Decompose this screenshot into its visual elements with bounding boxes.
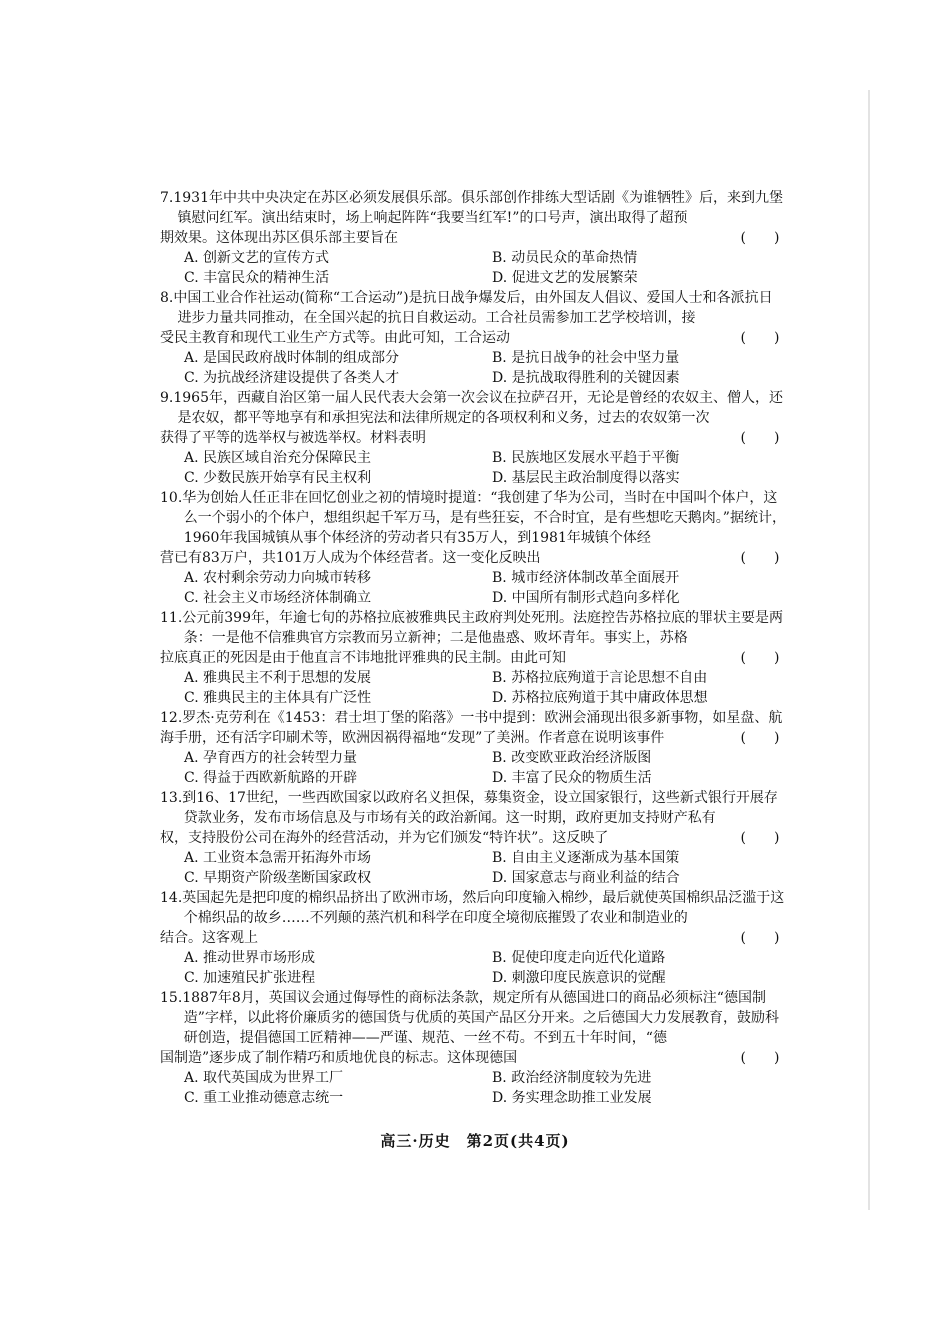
question-text-end: 拉底真正的死因是由于他直言不讳地批评雅典的民主制。由此可知 bbox=[160, 650, 566, 666]
option-c: C. 少数民族开始享有民主权利 bbox=[184, 470, 372, 486]
question-number: 7. bbox=[160, 190, 174, 206]
question-stem bbox=[160, 188, 786, 248]
question-text: 华为创始人任正非在回忆创业之初的情境时提道：“我创建了华为公司，当时在中国叫个体户，这么一个弱小的个体户，想组织起千军万马，是有些狂妄，不合时宜，是有些想吃天鹅肉。”据统计，1960年我国城镇从事个体经济的劳动者只有35万人，到1981年城镇个体经 bbox=[182, 490, 786, 546]
question-text: 罗杰·克劳利在《1453：君士坦丁堡的陷落》一书中提到：欧洲会涌现出很多新事物，如星盘、航 bbox=[182, 710, 783, 726]
option-c: C. 为抗战经济建设提供了各类人才 bbox=[184, 370, 400, 386]
question-9 bbox=[160, 388, 786, 488]
option-d: D. 刺激印度民族意识的觉醒 bbox=[492, 970, 666, 986]
option-b: B. 苏格拉底殉道于言论思想不自由 bbox=[492, 670, 708, 686]
question-stem bbox=[160, 388, 786, 448]
options bbox=[160, 248, 786, 288]
question-stem bbox=[160, 788, 786, 848]
options bbox=[160, 668, 786, 708]
question-number: 9. bbox=[160, 390, 174, 406]
answer-blank: ( ) bbox=[740, 230, 780, 246]
option-d: D. 国家意志与商业利益的结合 bbox=[492, 870, 680, 886]
option-d: D. 促进文艺的发展繁荣 bbox=[492, 270, 638, 286]
page-footer: 高三·历史 第2页(共4页) bbox=[380, 1132, 570, 1150]
answer-blank: ( ) bbox=[740, 830, 780, 846]
option-b: B. 改变欧亚政治经济版图 bbox=[492, 750, 652, 766]
answer-blank: ( ) bbox=[740, 650, 780, 666]
options bbox=[160, 1068, 786, 1108]
question-text: 英国起先是把印度的棉织品挤出了欧洲市场，然后向印度输入棉纱，最后就使英国棉织品泛滥于这个棉织品的故乡……不列颠的蒸汽机和科学在印度全境彻底摧毁了农业和制造业的 bbox=[182, 890, 785, 926]
question-text: 公元前399年，年逾七旬的苏格拉底被雅典民主政府判处死刑。法庭控告苏格拉底的罪状主要是两条：一是他不信雅典官方宗教而另立新神；二是他蛊惑、败坏青年。事实上，苏格 bbox=[182, 610, 783, 646]
question-text-end: 结合。这客观上 bbox=[160, 930, 258, 946]
option-d: D. 中国所有制形式趋向多样化 bbox=[492, 590, 680, 606]
answer-blank: ( ) bbox=[740, 550, 780, 566]
options bbox=[160, 748, 786, 788]
question-stem bbox=[160, 488, 786, 568]
option-c: C. 早期资产阶级垄断国家政权 bbox=[184, 870, 372, 886]
option-c: C. 雅典民主的主体具有广泛性 bbox=[184, 690, 372, 706]
question-text: 1931年中共中央决定在苏区必须发展俱乐部。俱乐部创作排练大型话剧《为谁牺牲》后，来到九堡镇慰问红军。演出结束时，场上响起阵阵“我要当红军!”的口号声，演出取得了超预 bbox=[173, 190, 783, 226]
question-7 bbox=[160, 188, 786, 288]
options bbox=[160, 448, 786, 488]
answer-blank: ( ) bbox=[740, 1050, 780, 1066]
question-stem bbox=[160, 988, 786, 1068]
option-b: B. 动员民众的革命热情 bbox=[492, 250, 638, 266]
answer-blank: ( ) bbox=[740, 330, 780, 346]
option-c: C. 社会主义市场经济体制确立 bbox=[184, 590, 372, 606]
option-c: C. 加速殖民扩张进程 bbox=[184, 970, 316, 986]
question-stem bbox=[160, 708, 786, 748]
options bbox=[160, 568, 786, 608]
question-list bbox=[160, 188, 786, 1108]
question-text-end: 权，支持股份公司在海外的经营活动，并为它们颁发“特许状”。这反映了 bbox=[160, 830, 609, 846]
option-a: A. 创新文艺的宣传方式 bbox=[184, 250, 330, 266]
option-d: D. 苏格拉底殉道于其中庸政体思想 bbox=[492, 690, 708, 706]
option-d: D. 基层民主政治制度得以落实 bbox=[492, 470, 680, 486]
question-number: 12. bbox=[160, 710, 183, 726]
option-b: B. 是抗日战争的社会中坚力量 bbox=[492, 350, 680, 366]
answer-blank: ( ) bbox=[740, 930, 780, 946]
question-number: 11. bbox=[160, 610, 183, 626]
options bbox=[160, 948, 786, 988]
option-a: A. 雅典民主不利于思想的发展 bbox=[184, 670, 372, 686]
question-number: 10. bbox=[160, 490, 183, 506]
question-text: 中国工业合作社运动(简称“工合运动”)是抗日战争爆发后，由外国友人倡议、爱国人士和各派抗日进步力量共同推动，在全国兴起的抗日自救运动。工合社员需参加工艺学校培训，接 bbox=[173, 290, 773, 326]
option-a: A. 是国民政府战时体制的组成部分 bbox=[184, 350, 400, 366]
option-b: B. 自由主义逐渐成为基本国策 bbox=[492, 850, 680, 866]
question-text-end: 期效果。这体现出苏区俱乐部主要旨在 bbox=[160, 230, 398, 246]
question-text: 到16、17世纪，一些西欧国家以政府名义担保，募集资金，设立国家银行，这些新式银行开展存贷款业务，发布市场信息及与市场有关的政治新闻。这一时期，政府更加支持财产私有 bbox=[182, 790, 778, 826]
option-b: B. 民族地区发展水平趋于平衡 bbox=[492, 450, 680, 466]
options bbox=[160, 348, 786, 388]
question-stem bbox=[160, 608, 786, 668]
option-d: D. 丰富了民众的物质生活 bbox=[492, 770, 652, 786]
question-12 bbox=[160, 708, 786, 788]
option-c: C. 丰富民众的精神生活 bbox=[184, 270, 330, 286]
question-10 bbox=[160, 488, 786, 608]
option-c: C. 得益于西欧新航路的开辟 bbox=[184, 770, 358, 786]
answer-blank: ( ) bbox=[740, 430, 780, 446]
question-number: 8. bbox=[160, 290, 174, 306]
question-8 bbox=[160, 288, 786, 388]
question-text-end: 受民主教育和现代工业生产方式等。由此可知，工合运动 bbox=[160, 330, 510, 346]
option-a: A. 取代英国成为世界工厂 bbox=[184, 1070, 344, 1086]
option-b: B. 促使印度走向近代化道路 bbox=[492, 950, 666, 966]
question-15 bbox=[160, 988, 786, 1108]
question-number: 15. bbox=[160, 990, 183, 1006]
option-d: D. 是抗战取得胜利的关键因素 bbox=[492, 370, 680, 386]
question-text-end: 国制造”逐步成了制作精巧和质地优良的标志。这体现德国 bbox=[160, 1050, 518, 1066]
question-stem bbox=[160, 888, 786, 948]
question-text: 1965年，西藏自治区第一届人民代表大会第一次会议在拉萨召开，无论是曾经的农奴主、僧人，还是农奴，都平等地享有和承担宪法和法律所规定的各项权利和义务，过去的农奴第一次 bbox=[173, 390, 783, 426]
option-a: A. 农村剩余劳动力向城市转移 bbox=[184, 570, 372, 586]
question-text-end: 海手册，还有活字印刷术等，欧洲因祸得福地“发现”了美洲。作者意在说明该事件 bbox=[160, 730, 665, 746]
option-a: A. 工业资本急需开拓海外市场 bbox=[184, 850, 372, 866]
options bbox=[160, 848, 786, 888]
question-number: 14. bbox=[160, 890, 183, 906]
option-d: D. 务实理念助推工业发展 bbox=[492, 1090, 652, 1106]
question-14 bbox=[160, 888, 786, 988]
option-c: C. 重工业推动德意志统一 bbox=[184, 1090, 344, 1106]
question-text: 1887年8月，英国议会通过侮辱性的商标法条款，规定所有从德国进口的商品必须标注“德国制造”字样，以此将价廉质劣的德国货与优质的英国产品区分开来。之后德国大力发展教育，鼓励科研创造，提倡德国工匠精神——严谨、规范、一丝不苟。不到五十年时间，“德 bbox=[182, 990, 779, 1046]
question-number: 13. bbox=[160, 790, 183, 806]
question-13 bbox=[160, 788, 786, 888]
option-b: B. 城市经济体制改革全面展开 bbox=[492, 570, 680, 586]
answer-blank: ( ) bbox=[740, 730, 780, 746]
option-a: A. 民族区域自治充分保障民主 bbox=[184, 450, 372, 466]
option-a: A. 推动世界市场形成 bbox=[184, 950, 316, 966]
question-stem bbox=[160, 288, 786, 348]
question-text-end: 营已有83万户，共101万人成为个体经营者。这一变化反映出 bbox=[160, 550, 541, 566]
question-text-end: 获得了平等的选举权与被选举权。材料表明 bbox=[160, 430, 426, 446]
page-edge bbox=[868, 90, 870, 1210]
option-a: A. 孕育西方的社会转型力量 bbox=[184, 750, 358, 766]
option-b: B. 政治经济制度较为先进 bbox=[492, 1070, 652, 1086]
question-11 bbox=[160, 608, 786, 708]
